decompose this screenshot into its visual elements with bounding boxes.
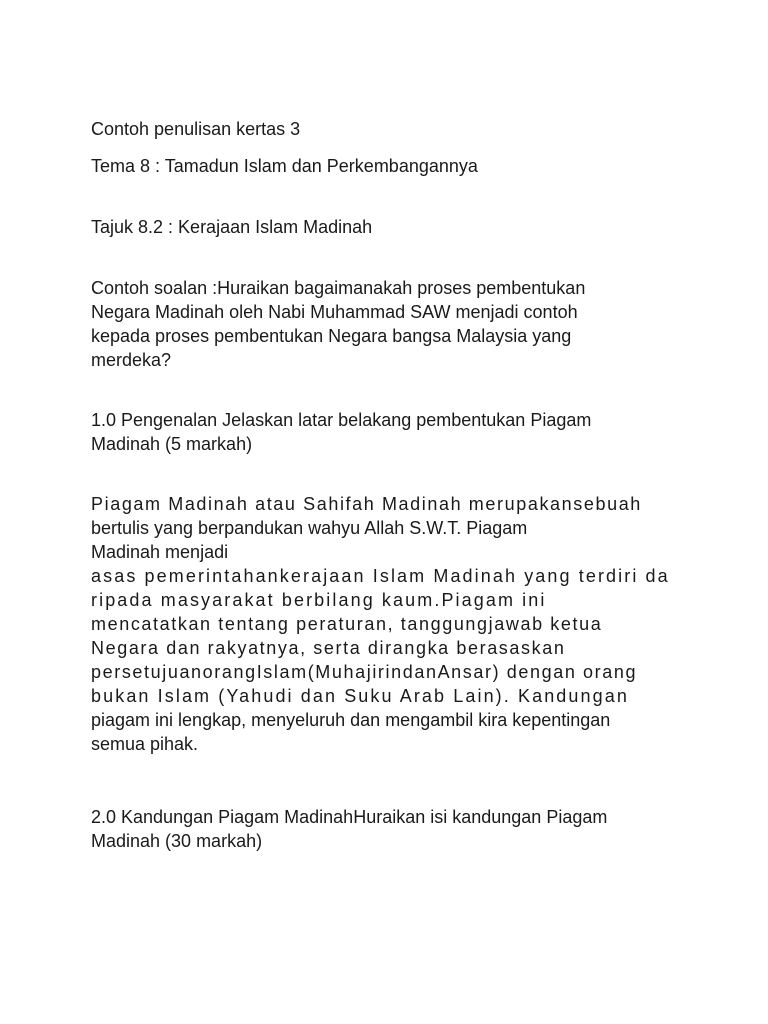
body-line: bukan Islam (Yahudi dan Suku Arab Lain). Kandungan [91, 686, 629, 706]
question-line: merdeka? [91, 350, 172, 370]
section-1-line: Madinah (5 markah) [91, 434, 253, 454]
document-heading-theme: Tema 8 : Tamadun Islam dan Perkembangannya [91, 156, 478, 176]
body-line: piagam ini lengkap, menyeluruh dan mengambil kira kepentingan [91, 710, 611, 730]
section-1-line: 1.0 Pengenalan Jelaskan latar belakang pembentukan Piagam [91, 410, 592, 430]
section-2-line: Madinah (30 markah) [91, 831, 263, 851]
question-line: Contoh soalan :Huraikan bagaimanakah proses pembentukan [91, 278, 586, 298]
section-2-heading [91, 805, 691, 853]
body-line: ripada masyarakat berbilang kaum.Piagam ini [91, 590, 547, 610]
body-line: Negara dan rakyatnya, serta dirangka berasaskan [91, 638, 566, 658]
body-paragraph [91, 492, 691, 756]
body-line: mencatatkan tentang peraturan, tanggungjawab ketua [91, 614, 603, 634]
body-line: bertulis yang berpandukan wahyu Allah S.W.T. Piagam [91, 518, 528, 538]
question-paragraph [91, 276, 691, 372]
body-line: Piagam Madinah atau Sahifah Madinah merupakansebuah [91, 494, 642, 514]
document-heading-topic: Tajuk 8.2 : Kerajaan Islam Madinah [91, 217, 373, 237]
section-2-line: 2.0 Kandungan Piagam MadinahHuraikan isi kandungan Piagam [91, 807, 608, 827]
body-line: Madinah menjadi [91, 542, 229, 562]
body-line: semua pihak. [91, 734, 199, 754]
question-line: kepada proses pembentukan Negara bangsa Malaysia yang [91, 326, 572, 346]
body-line: asas pemerintahankerajaan Islam Madinah yang terdiri da [91, 566, 670, 586]
section-1-heading [91, 408, 691, 456]
document-heading-example: Contoh penulisan kertas 3 [91, 119, 301, 139]
question-line: Negara Madinah oleh Nabi Muhammad SAW menjadi contoh [91, 302, 578, 322]
body-line: persetujuanorangIslam(MuhajirindanAnsar) dengan orang [91, 662, 638, 682]
